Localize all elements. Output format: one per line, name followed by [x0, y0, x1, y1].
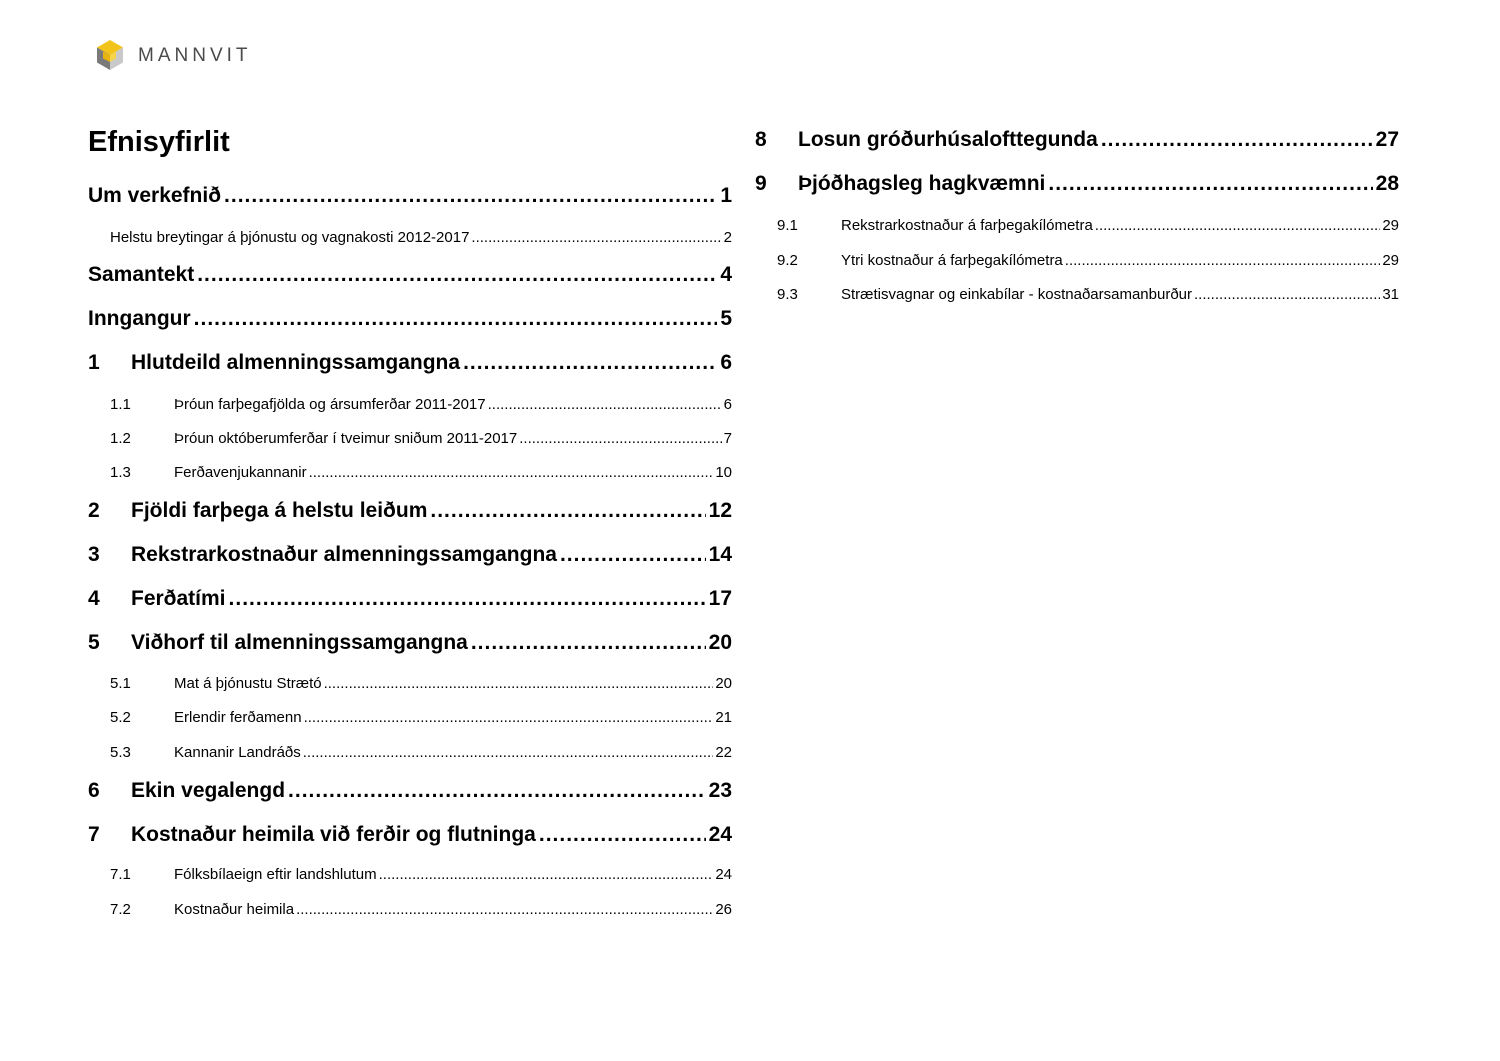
- toc-leader-dots: [560, 543, 706, 567]
- toc-entry-label: Rekstrarkostnaður á farþegakílómetra: [841, 217, 1093, 234]
- toc-entry[interactable]: [88, 744, 732, 761]
- brand-name: MANNVIT: [138, 45, 252, 66]
- toc-entry[interactable]: [88, 779, 732, 803]
- toc-entry[interactable]: [88, 229, 732, 246]
- toc-entry-page: 24: [708, 823, 732, 846]
- toc-entry-page: 17: [708, 587, 732, 610]
- brand-logo: [92, 38, 252, 74]
- toc-leader-dots: [194, 307, 718, 331]
- toc-entry[interactable]: [755, 172, 1399, 196]
- toc-entry-page: 6: [723, 396, 732, 413]
- toc-entry-number: 9.1: [777, 217, 798, 234]
- toc-leader-dots: [539, 823, 706, 847]
- toc-entry-number: 7.2: [110, 901, 131, 918]
- toc-entry-number: 3: [88, 543, 100, 566]
- toc-leader-dots: [309, 464, 714, 481]
- toc-entry-label: Ekin vegalengd: [131, 779, 286, 802]
- toc-entry[interactable]: [88, 307, 732, 331]
- toc-entry-label: Fjöldi farþega á helstu leiðum: [131, 499, 428, 522]
- toc-entry[interactable]: [88, 430, 732, 447]
- toc-entry-label: Kannanir Landráðs: [174, 744, 301, 761]
- toc-entry-number: 5.2: [110, 709, 131, 726]
- toc-entry-number: 5: [88, 631, 100, 654]
- toc-entry[interactable]: [88, 263, 732, 287]
- toc-entry-label: Ferðavenjukannanir: [174, 464, 307, 481]
- toc-entry-page: 14: [708, 543, 732, 566]
- mannvit-logo-icon: [92, 38, 128, 74]
- toc-entry-number: 4: [88, 587, 100, 610]
- toc-leader-dots: [324, 675, 714, 692]
- toc-leader-dots: [288, 779, 706, 803]
- toc-entry[interactable]: [88, 709, 732, 726]
- toc-leader-dots: [1048, 172, 1372, 196]
- toc-entry[interactable]: [88, 675, 732, 692]
- toc-entry-label: Fólksbílaeign eftir landshlutum: [174, 866, 377, 883]
- toc-leader-dots: [224, 184, 717, 208]
- toc-entry-label: Kostnaður heimila: [174, 901, 295, 918]
- toc-entry-page: 2: [723, 229, 732, 246]
- toc-entry-page: 6: [720, 351, 732, 374]
- toc-entry-page: 28: [1375, 172, 1399, 195]
- toc-entry-label: Helstu breytingar á þjónustu og vagnakosti 2012-2017: [110, 229, 470, 246]
- toc-entry-label: Rekstrarkostnaður almenningssamgangna: [131, 543, 557, 566]
- toc-entry-label: Þróun októberumferðar í tveimur sniðum 2011-2017: [174, 430, 518, 447]
- toc-entry-number: 9.3: [777, 286, 798, 303]
- toc-leader-dots: [463, 351, 717, 375]
- toc-entry-page: 24: [715, 866, 732, 883]
- toc-entry[interactable]: [88, 351, 732, 375]
- toc-entry[interactable]: [88, 587, 732, 611]
- toc-entry-label: Kostnaður heimila við ferðir og flutninga: [131, 823, 536, 846]
- toc-entry[interactable]: [88, 901, 732, 918]
- toc-entry-label: Ytri kostnaður á farþegakílómetra: [841, 252, 1063, 269]
- toc-entry-number: 7: [88, 823, 100, 846]
- toc-leader-dots: [1101, 128, 1373, 152]
- toc-entry-page: 27: [1375, 128, 1399, 151]
- toc-entry-number: 1: [88, 351, 100, 374]
- toc-entry-label: Samantekt: [88, 263, 195, 286]
- toc-entry[interactable]: [755, 286, 1399, 303]
- toc-entry-page: 29: [1382, 217, 1399, 234]
- toc-entry[interactable]: [88, 543, 732, 567]
- toc-entry[interactable]: [88, 184, 732, 208]
- toc-leader-dots: [471, 631, 706, 655]
- toc-entry[interactable]: [88, 464, 732, 481]
- toc-entry-number: 5.3: [110, 744, 131, 761]
- toc-entry-page: 7: [723, 430, 732, 447]
- toc-entry-label: Inngangur: [88, 307, 191, 330]
- toc-entry[interactable]: [88, 631, 732, 655]
- toc-leader-dots: [304, 709, 714, 726]
- toc-entry-number: 6: [88, 779, 100, 802]
- toc-leader-dots: [430, 499, 705, 523]
- toc-entry-number: 9: [755, 172, 767, 195]
- toc-entry[interactable]: [755, 217, 1399, 234]
- toc-entry[interactable]: [88, 866, 732, 883]
- toc-leader-dots: [303, 744, 714, 761]
- toc-entry-page: 22: [715, 744, 732, 761]
- toc-entry-label: Strætisvagnar og einkabílar - kostnaðarsamanburður: [841, 286, 1193, 303]
- toc-leader-dots: [1095, 217, 1381, 234]
- toc-entry-label: Losun gróðurhúsalofttegunda: [798, 128, 1098, 151]
- toc-entry-page: 20: [715, 675, 732, 692]
- toc-entry-page: 1: [720, 184, 732, 207]
- toc-leader-dots: [1194, 286, 1380, 303]
- toc-leader-dots: [471, 229, 721, 246]
- toc-entry-label: Hlutdeild almenningssamgangna: [131, 351, 461, 374]
- toc-entry[interactable]: [755, 252, 1399, 269]
- toc-leader-dots: [229, 587, 706, 611]
- toc-entry-page: 31: [1382, 286, 1399, 303]
- toc-entry[interactable]: [88, 499, 732, 523]
- toc-entry[interactable]: [755, 128, 1399, 152]
- toc-leader-dots: [519, 430, 721, 447]
- toc-title: Efnisyfirlit: [88, 126, 230, 158]
- toc-entry-label: Um verkefnið: [88, 184, 222, 207]
- toc-entry-label: Erlendir ferðamenn: [174, 709, 302, 726]
- toc-entry-label: Viðhorf til almenningssamgangna: [131, 631, 468, 654]
- toc-leader-dots: [197, 263, 717, 287]
- toc-entry[interactable]: [88, 396, 732, 413]
- toc-entry-page: 4: [720, 263, 732, 286]
- toc-leader-dots: [1065, 252, 1381, 269]
- toc-entry-page: 10: [715, 464, 732, 481]
- toc-entry-number: 1.2: [110, 430, 131, 447]
- toc-entry-number: 1.1: [110, 396, 131, 413]
- toc-entry-number: 7.1: [110, 866, 131, 883]
- toc-entry-page: 26: [715, 901, 732, 918]
- toc-entry-label: Ferðatími: [131, 587, 226, 610]
- toc-entry-number: 8: [755, 128, 767, 151]
- toc-entry-page: 12: [708, 499, 732, 522]
- toc-entry-label: Mat á þjónustu Strætó: [174, 675, 322, 692]
- toc-entry-label: Þjóðhagsleg hagkvæmni: [798, 172, 1046, 195]
- toc-entry-page: 20: [708, 631, 732, 654]
- toc-leader-dots: [488, 396, 722, 413]
- toc-entry-number: 2: [88, 499, 100, 522]
- toc-entry-page: 5: [720, 307, 732, 330]
- toc-leader-dots: [296, 901, 713, 918]
- toc-entry-page: 23: [708, 779, 732, 802]
- toc-entry-page: 29: [1382, 252, 1399, 269]
- toc-entry-number: 5.1: [110, 675, 131, 692]
- toc-entry[interactable]: [88, 823, 732, 847]
- toc-entry-number: 9.2: [777, 252, 798, 269]
- toc-entry-number: 1.3: [110, 464, 131, 481]
- toc-entry-page: 21: [715, 709, 732, 726]
- toc-leader-dots: [379, 866, 714, 883]
- toc-entry-label: Þróun farþegafjölda og ársumferðar 2011-2017: [174, 396, 486, 413]
